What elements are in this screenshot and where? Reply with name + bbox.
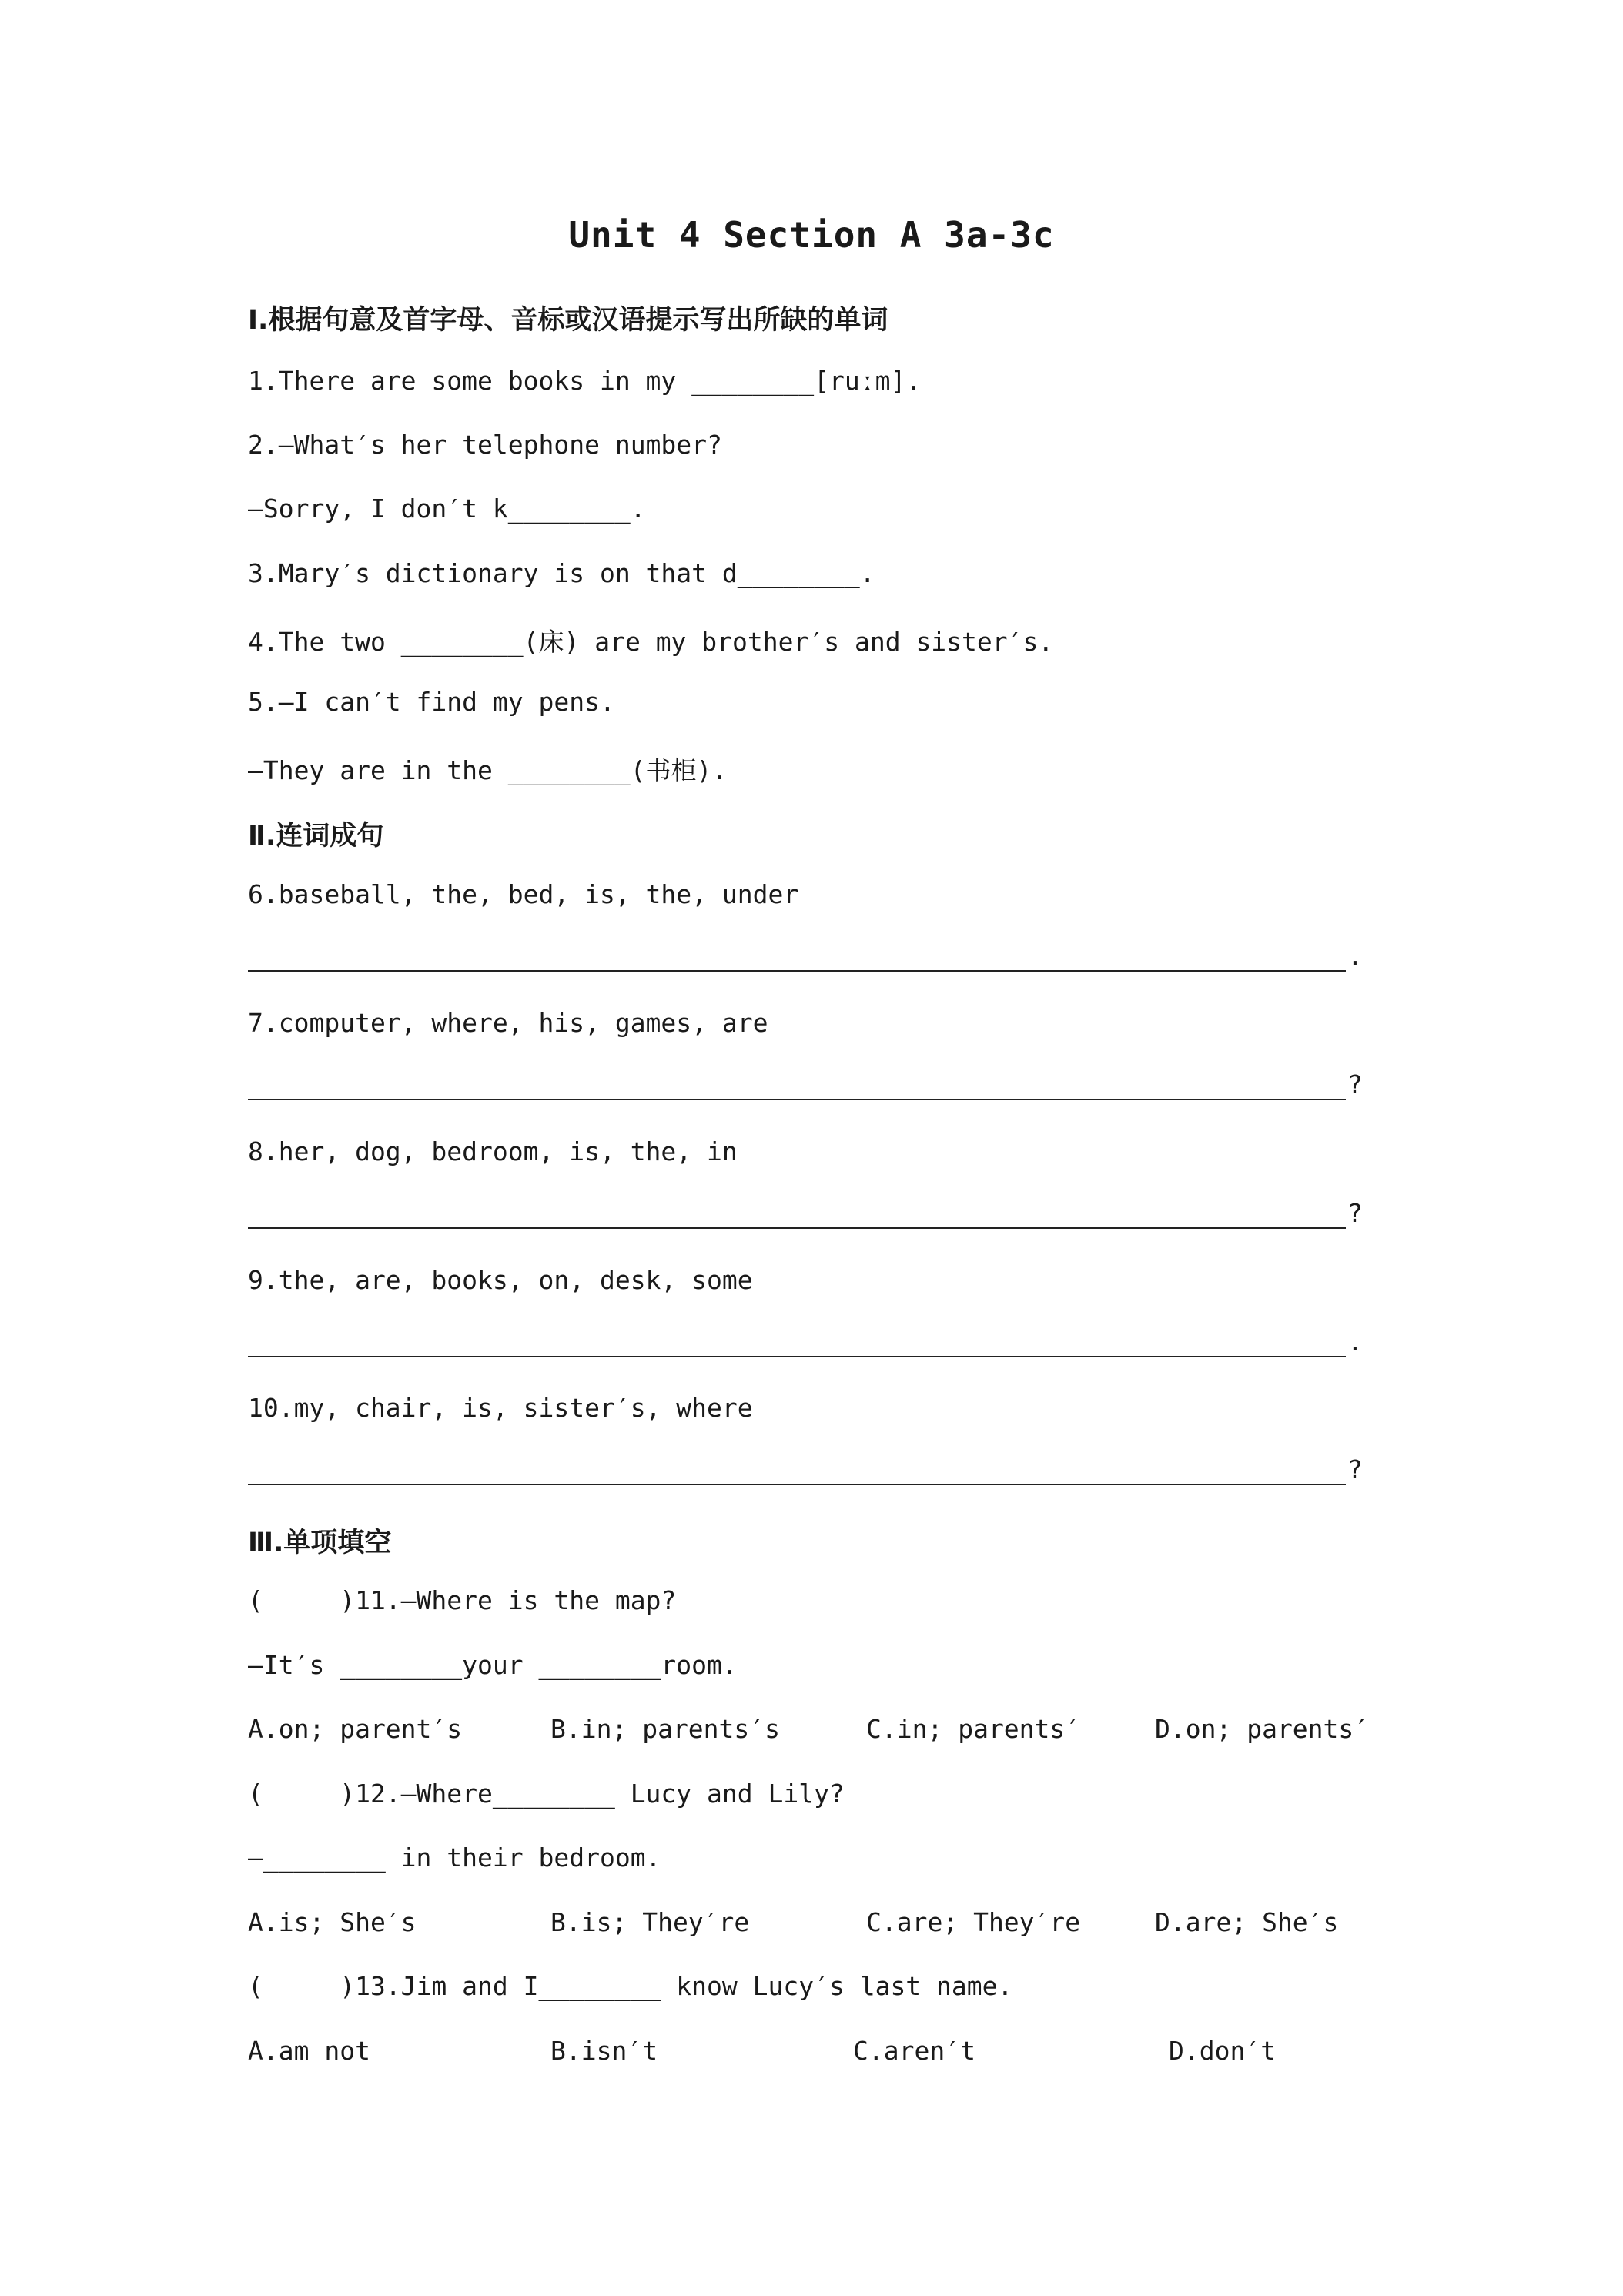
section-2-heading: Ⅱ.连词成句 [248,821,384,852]
question-5-reply: —They are in the ________(书柜). [248,755,728,785]
question-12-option-d[interactable]: D.are; She′s [1155,1907,1339,1937]
question-13-option-d[interactable]: D.don′t [1169,2036,1277,2066]
question-12-option-a[interactable]: A.is; She′s [248,1907,417,1937]
question-13-option-c[interactable]: C.aren′t [853,2036,975,2066]
question-1: 1.There are some books in my ________[ruːm]. [248,366,922,396]
question-4: 4.The two ________(床) are my brother′s and sister′s. [248,627,1054,657]
question-3: 3.Mary′s dictionary is on that d________. [248,558,875,588]
question-11-reply: —It′s ________your ________room. [248,1650,738,1680]
section-3-heading: Ⅲ.单项填空 [248,1528,392,1558]
question-7-words: 7.computer, where, his, games, are [248,1008,768,1038]
question-13-stem: ( )13.Jim and I________ know Lucy′s last name. [248,1971,1013,2001]
question-12-stem: ( )12.—Where________ Lucy and Lily? [248,1779,845,1809]
question-6-words: 6.baseball, the, bed, is, the, under [248,879,799,909]
answer-end-mark: . [1347,1327,1363,1357]
question-12-option-b[interactable]: B.is; They′re [550,1907,750,1937]
question-2-reply: —Sorry, I don′t k________. [248,494,646,524]
answer-rule [248,970,1346,972]
question-11-stem: ( )11.—Where is the map? [248,1585,677,1615]
question-13-option-a[interactable]: A.am not [248,2036,370,2066]
answer-end-mark: ? [1347,1454,1363,1484]
question-9-words: 9.the, are, books, on, desk, some [248,1265,753,1295]
question-12-reply: —________ in their bedroom. [248,1842,661,1873]
answer-end-mark: ? [1347,1069,1363,1099]
page-title: Unit 4 Section A 3a-3c [568,214,1055,256]
question-5-stem: 5.—I can′t find my pens. [248,687,615,717]
question-11-option-b[interactable]: B.in; parents′s [550,1714,781,1744]
question-12-option-c[interactable]: C.are; They′re [866,1907,1081,1937]
question-11-option-d[interactable]: D.on; parents′ [1155,1714,1370,1744]
answer-rule [248,1484,1346,1485]
question-8-words: 8.her, dog, bedroom, is, the, in [248,1136,738,1166]
question-13-option-b[interactable]: B.isn′t [550,2036,658,2066]
answer-rule [248,1099,1346,1100]
question-2-stem: 2.—What′s her telephone number? [248,430,722,460]
section-1-heading: Ⅰ.根据句意及首字母、音标或汉语提示写出所缺的单词 [248,305,888,336]
question-10-words: 10.my, chair, is, sister′s, where [248,1393,753,1423]
answer-end-mark: ? [1347,1198,1363,1228]
question-11-option-a[interactable]: A.on; parent′s [248,1714,463,1744]
answer-end-mark: . [1347,941,1363,971]
question-11-option-c[interactable]: C.in; parents′ [866,1714,1081,1744]
answer-rule [248,1356,1346,1357]
answer-rule [248,1227,1346,1229]
